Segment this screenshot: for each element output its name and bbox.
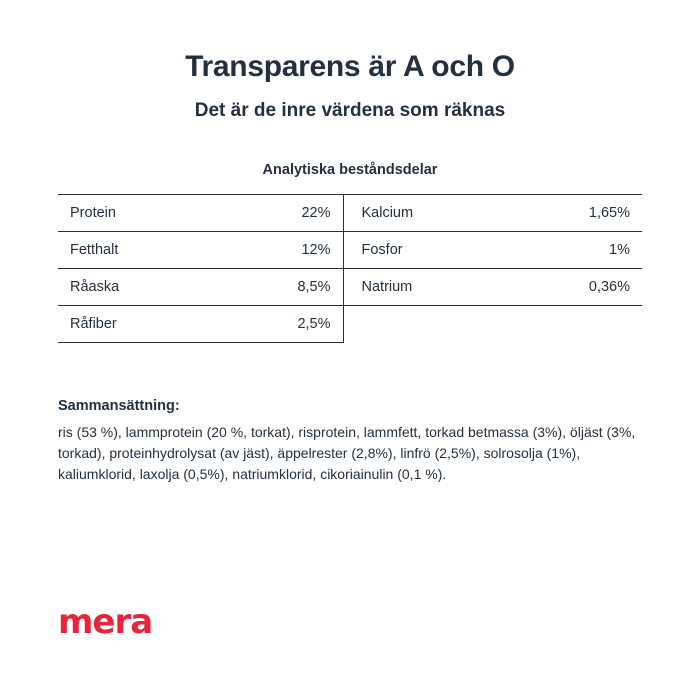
nutrient-label: Råaska [70,279,120,295]
nutrient-label: Råfiber [58,306,273,343]
nutrient-label: Fosfor [361,242,403,258]
composition-heading: Sammansättning: [58,398,180,414]
nutrient-label: Protein [70,205,116,221]
nutrient-value: 8,5% [273,269,343,306]
nutrient-label: Fetthalt [70,242,119,258]
table-row [58,232,642,269]
nutrient-value: 12% [273,232,343,269]
nutrient-value: 2,5% [273,306,343,343]
page-subtitle: Det är de inre värdena som räknas [194,100,506,121]
analytics-table-heading: Analytiska beståndsdelar [262,162,438,178]
nutrient-value: 1,65% [588,205,630,221]
nutrient-value: 1% [609,242,630,258]
table-row [58,306,642,343]
nutrient-value-empty [558,306,642,343]
table-row [58,195,642,232]
nutrient-value: 22% [273,195,343,232]
table-row [58,269,642,306]
nutrient-value: 0,36% [588,279,630,295]
nutrient-label: Kalcium [361,205,414,221]
page-title: Transparens är A och O [185,50,515,83]
composition-text: ris (53 %), lammprotein (20 %, torkat), risprotein, lammfett, torkad betmassa (3%), öljäst (3%, torkad), proteinhydrolysat (av jäst), äppelrester (2,8%), linfrö (2,5%), solrosolja (1%), kaliumklorid, laxolja (0,5%), natriumklorid, cikoriainulin (0,1 %). [58,424,636,482]
nutrient-label-empty [343,306,558,343]
brand-logo: mera [58,602,153,642]
nutrient-label: Natrium [361,279,413,295]
analytical-constituents-table [58,194,642,343]
